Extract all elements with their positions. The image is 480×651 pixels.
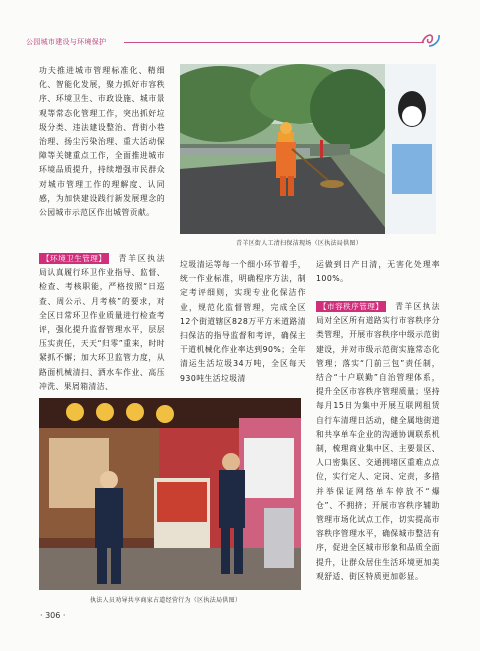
sanitation-column-1: 【环境卫生管理】 青羊区执法局认真履行环卫作业指导、监督、检查、考核职能，严格按照“日巡查、周公示、月考核”的要求，对全区日常环卫作业质量进行检查考评，强化提升监督管理水平，层层压实责任，天天“归零”重来，时时紧抓不懈；加大环卫监管力度，从路面机械清扫、洒水车作业、高压冲洗、果屑箱清洁、: [39, 254, 165, 391]
bottom-photo-caption: 执法人员劝导共享商家占道经营行为（区执法局供图）: [90, 597, 242, 604]
section-title: 公园城市建设与环境保护: [26, 38, 107, 46]
street-cleaning-photo: [180, 64, 436, 234]
order-column: 【市容秩序管理】 青羊区执法局对全区所有道路实行市容秩序分类管理，开展市容秩序中级示范街建设，并对市级示范街实施常态化管理；落实“门前三包”责任制，结合“十户联勤”自治管理体系，提升全区市容秩序管理质量；坚持每月15日为集中开展互联网租赁自行车清理日活动，健全属地街道和共享单车企业的沟通协调联系机制，梳理商业集中区、主要景区、人口密集区、交通拥堵区重难点点位，实行定人、定岗、定责，多措并举保证网络单车停放不“爆仓”、不拥挤；开展市容秩序辅助管理市场化试点工作，切实提高市容秩序管理水平，确保城市整洁有序，促进全区城市形象和品质全面提升，让群众居住生活环境更加美观舒适、街区特质更加彰显。: [316, 302, 440, 581]
sanitation-heading: 【环境卫生管理】: [39, 253, 109, 264]
top-photo-caption: 青羊区街人工清扫保洁现场（区执法局供图）: [236, 240, 363, 247]
sanitation-column-3: 运做到日产日清，无害化处理率100%。: [316, 260, 440, 284]
header-swirl-icon: [420, 31, 442, 49]
page-header: [0, 0, 480, 50]
shop-enforcement-photo: [39, 398, 301, 590]
header-rule: [124, 42, 424, 43]
order-heading: 【市容秩序管理】: [316, 301, 386, 312]
intro-paragraph: 功夫推进城市管理标准化、精细化、智能化发展，聚力抓好市容秩序、环境卫生、市政设施、城市景观等常态化管理工作，突出抓好垃圾分类、违法建设整治、背街小巷治理、扬尘污染治理、重大活动保障等关键重点工作，全面推进城市环境品质提升，持续增强市民群众对城市管理工作的理解度、认同感，为加快建设践行新发展理念的公园城市示范区作出城管贡献。: [39, 66, 165, 218]
page-number: · 306 ·: [40, 611, 66, 620]
sanitation-column-2: 垃圾清运等每一个细小环节着手，统一作业标准，明确程序方法，制定考评细则，实现专业化保洁作业，规范化监督管理，完成全区12个街道辖区828万平方米道路清扫保洁的指导监督和考评，确保主干道机械化作业率达到90%；全年清运生活垃圾34万吨，全区每天930吨生活垃圾清: [180, 260, 307, 383]
